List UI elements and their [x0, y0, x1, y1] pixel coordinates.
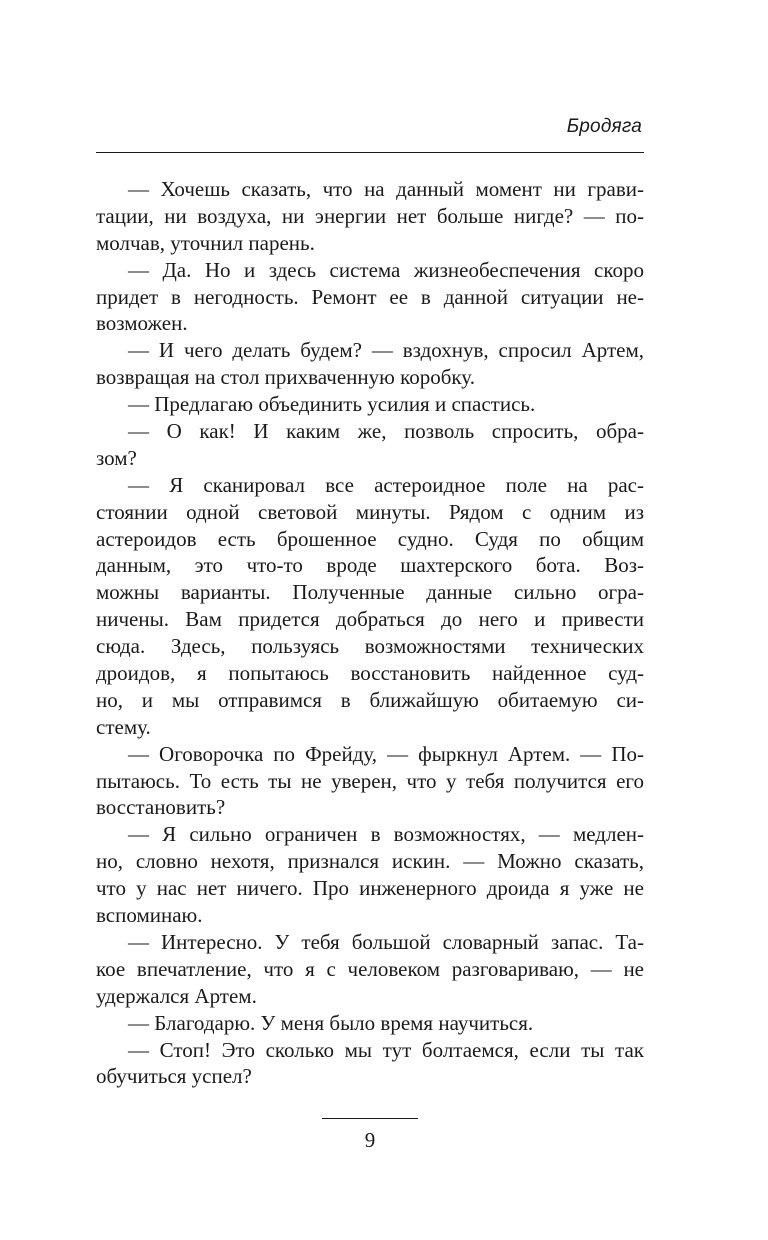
text-line: возможен.	[96, 311, 188, 336]
text-line: — О как! И каким же, позволь спросить, обра-	[128, 419, 644, 444]
text-line: — Благодарю. У меня было время научиться.	[128, 1010, 534, 1035]
text-line: пытаюсь. То есть ты не уверен, что у тебя получится его	[96, 768, 644, 793]
header-rule	[96, 152, 644, 153]
text-line: — Я сканировал все астероидное поле на рас-	[128, 472, 644, 497]
text-line: можны варианты. Полученные данные сильно огра-	[96, 580, 644, 605]
text-line: кое впечатление, что я с человеком разговариваю, — не	[96, 956, 644, 981]
text-line: — Да. Но и здесь система жизнеобеспечения скоро	[128, 257, 644, 282]
footer-rule	[322, 1118, 418, 1119]
text-line: — Предлагаю объединить усилия и спастись.	[128, 392, 536, 417]
text-line: — Хочешь сказать, что на данный момент ни грави-	[128, 177, 644, 201]
text-line: дроидов, я попытаюсь восстановить найденное суд-	[96, 661, 644, 686]
text-line: тации, ни воздуха, ни энергии нет больше нигде? — по-	[96, 203, 644, 228]
text-line: — Оговорочка по Фрейду, — фыркнул Артем. — По-	[128, 741, 644, 766]
text-line: молчав, уточнил парень.	[96, 230, 315, 255]
text-line: возвращая на стол прихваченную коробку.	[96, 365, 475, 390]
text-line: сюда. Здесь, пользуясь возможностями технических	[96, 634, 644, 659]
body-text	[96, 176, 644, 1090]
text-line: что у нас нет ничего. Про инженерного дроида я уже не	[96, 876, 644, 901]
text-line: зом?	[96, 445, 137, 470]
text-line: — И чего делать будем? — вздохнув, спросил Артем,	[128, 338, 644, 363]
page-number: 9	[364, 1128, 376, 1152]
text-line: — Интересно. У тебя большой словарный запас. Та-	[128, 929, 644, 954]
text-line: обучиться успел?	[96, 1064, 252, 1089]
text-line: но, словно нехотя, признался искин. — Можно сказать,	[96, 849, 644, 874]
text-line: придет в негодность. Ремонт ее в данной ситуации не-	[96, 284, 644, 309]
text-line: стоянии одной световой минуты. Рядом с одним из	[96, 499, 644, 524]
text-line: ничены. Вам придется добраться до него и привести	[96, 607, 644, 632]
text-line: удержался Артем.	[96, 983, 257, 1008]
text-line: — Я сильно ограничен в возможностях, — медлен-	[128, 822, 644, 847]
text-line: но, и мы отправимся в ближайшую обитаемую си-	[96, 687, 644, 712]
text-line: восстановить?	[96, 795, 226, 820]
text-line: стему.	[96, 714, 151, 739]
running-head: Бродяга	[566, 116, 642, 137]
text-line: данным, это что-то вроде шахтерского бота. Воз-	[96, 553, 644, 578]
text-line: астероидов есть брошенное судно. Судя по общим	[96, 526, 644, 551]
text-line: — Стоп! Это сколько мы тут болтаемся, если ты так	[128, 1037, 644, 1062]
text-line: вспоминаю.	[96, 903, 203, 928]
